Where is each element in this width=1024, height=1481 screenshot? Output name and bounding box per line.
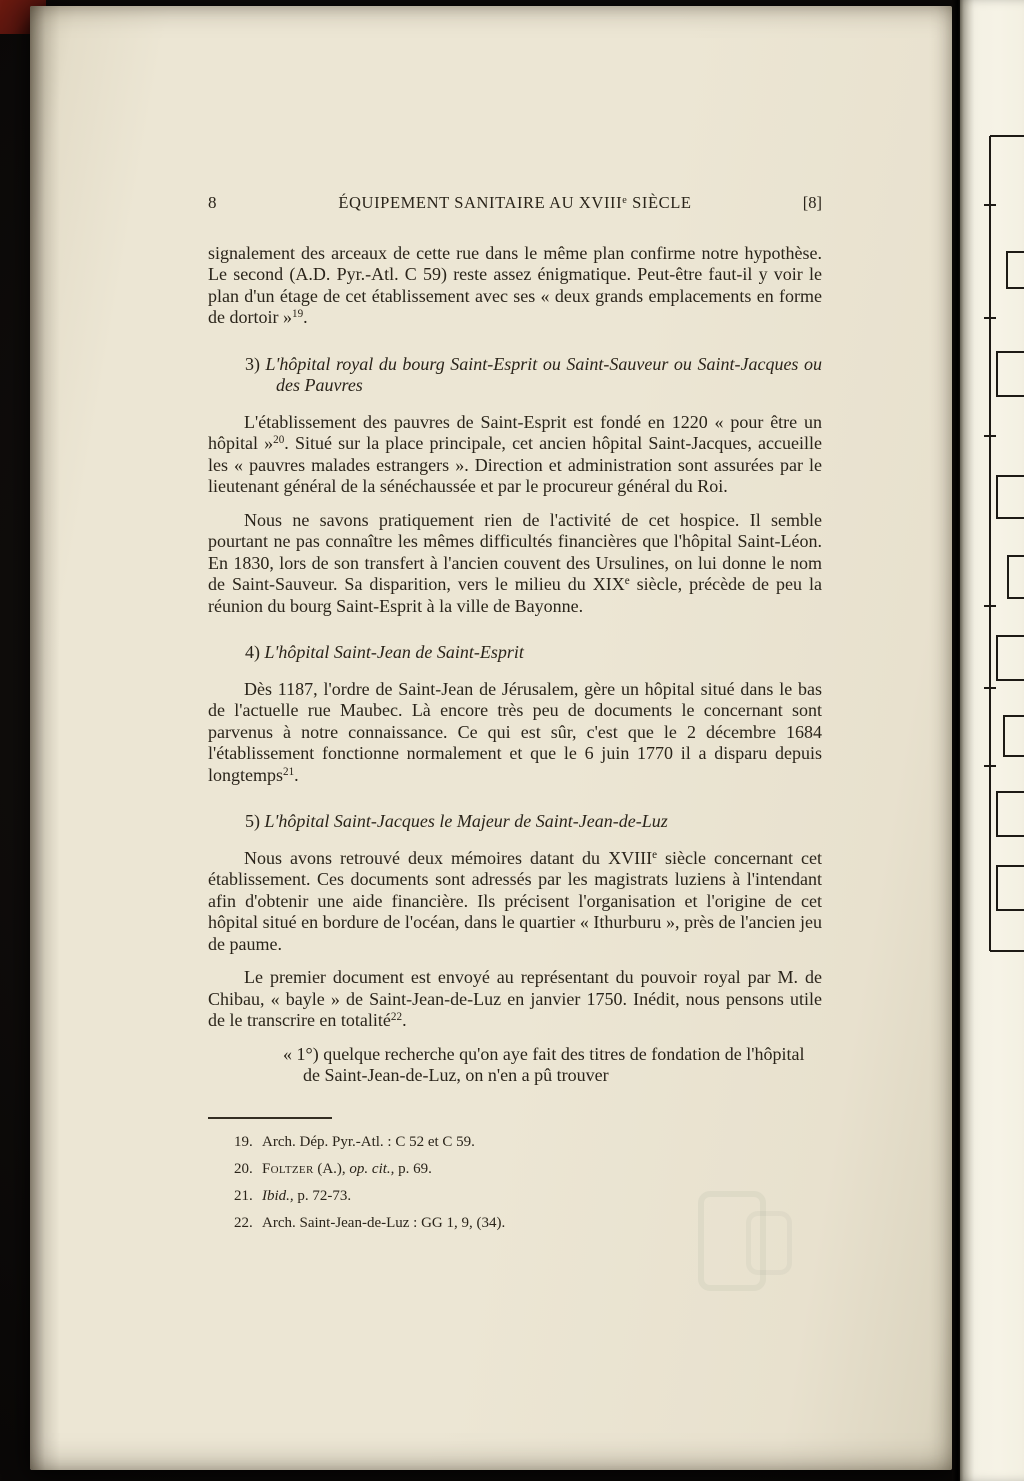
footnote-number: 21. (234, 1187, 253, 1204)
paragraph: Nous avons retrouvé deux mémoires datant du XVIIIe siècle concernant cet établissement. Ces documents sont adressés par les magistrats luziens à l'intendant afin d'obtenir une aide financière. Ils précisent l'organisation et l'origine de cet hôpital situé en bordure de l'océan, dans le quartier « Ithurburu », près de l'ancien jeu de paume. (208, 847, 822, 954)
floor-plan-drawing (960, 0, 1024, 1481)
book-page (30, 6, 952, 1470)
footnote-19 (208, 1133, 822, 1152)
footnote-number: 19. (234, 1133, 253, 1150)
footnote-20 (208, 1160, 822, 1179)
header-folio-bracket: [8] (802, 193, 822, 212)
footnote-22 (208, 1214, 822, 1233)
paragraph: Le premier document est envoyé au représentant du pouvoir royal par M. de Chibau, « bayle » de Saint-Jean-de-Luz en janvier 1750. Inédit, nous pensons utile de le transcrire en totalité$^{22}$. (208, 967, 822, 1030)
section-heading-5: 5) L'hôpital Saint-Jacques le Majeur de Saint-Jean-de-Luz (245, 811, 668, 831)
footnote-text: Arch. Dép. Pyr.-Atl. : C 52 et C 59. (262, 1133, 475, 1150)
section-heading-4: 4) L'hôpital Saint-Jean de Saint-Esprit (245, 642, 524, 662)
page-text-block (208, 192, 822, 1241)
footnote-text: Foltzer (A.), op. cit., p. 69. (262, 1160, 432, 1177)
paragraph: Nous ne savons pratiquement rien de l'activité de cet hospice. Il semble pourtant ne pas connaître les mêmes difficultés financières que l'hôpital Saint-Léon. En 1830, lors de son transfert à l'ancien couvent des Ursulines, on lui donne le nom de Saint-Sauveur. Sa disparition, vers le milieu du XIXe siècle, précède de peu la réunion du bourg Saint-Esprit à la ville de Bayonne. (208, 509, 822, 616)
next-page-edge (960, 0, 1024, 1481)
running-title: ÉQUIPEMENT SANITAIRE AU XVIIIe SIÈCLE (338, 193, 692, 212)
footnote-number: 22. (234, 1214, 253, 1231)
block-quote: « 1°) quelque recherche qu'on aye fait des titres de fondation de l'hôpital de Saint-Jean-de-Luz, on n'en a pû trouver (283, 1043, 805, 1085)
footnote-text: Ibid., p. 72-73. (262, 1187, 352, 1204)
footnotes (208, 1133, 822, 1233)
page-header (208, 192, 822, 214)
footnote-number: 20. (234, 1160, 253, 1177)
section-heading-3: 3) L'hôpital royal du bourg Saint-Esprit ou Saint-Sauveur ou Saint-Jacques ou des Pauvres (245, 353, 822, 395)
paragraph: L'établissement des pauvres de Saint-Esprit est fondé en 1220 « pour être un hôpital »$^{20}$. Situé sur la place principale, cet ancien hôpital Saint-Jacques, accueille les « pauvres malades estrangers ». Direction et administration sont assurées par le lieutenant général de la sénéchaussée et par le procureur général du Roi. (208, 411, 822, 496)
footnote-rule (208, 1117, 332, 1119)
paragraph: Dès 1187, l'ordre de Saint-Jean de Jérusalem, gère un hôpital situé dans le bas de l'actuelle rue Maubec. Là encore très peu de documents le concernant sont parvenus à notre connaissance. Ce qui est sûr, c'est que le 2 décembre 1684 l'établissement fonctionne normalement et que le 6 juin 1770 il a disparu depuis longtemps$^{21}$. (208, 678, 822, 785)
footnote-21 (208, 1187, 822, 1206)
footnote-text: Arch. Saint-Jean-de-Luz : GG 1, 9, (34). (262, 1214, 506, 1231)
page-number: 8 (208, 193, 217, 212)
paragraph-continuation: signalement des arceaux de cette rue dans le même plan confirme notre hypothèse. Le second (A.D. Pyr.-Atl. C 59) reste assez énigmatique. Peut-être faut-il y voir le plan d'un étage de cet établissement avec ses « deux grands emplacements en forme de dortoir »$^{19}$. (208, 242, 822, 327)
